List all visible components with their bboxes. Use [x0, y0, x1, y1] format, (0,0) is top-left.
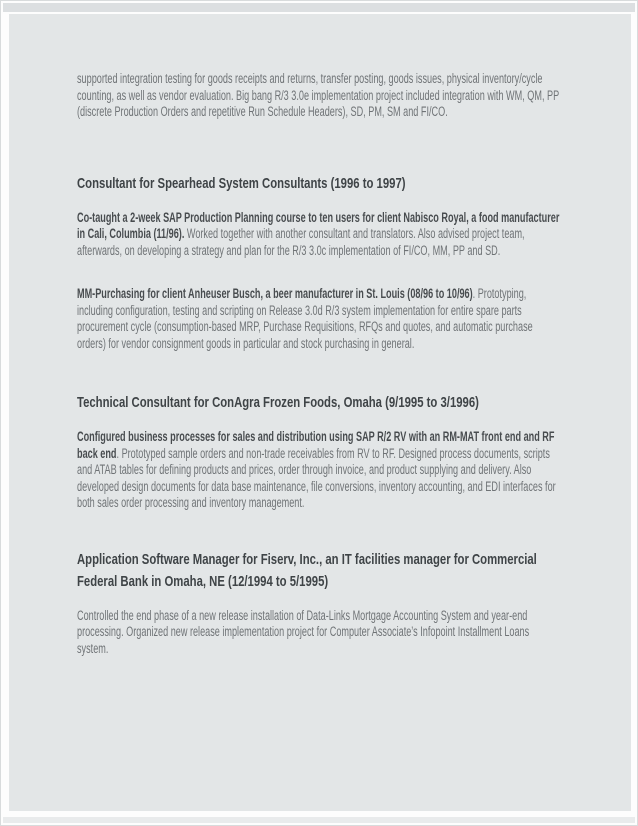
resume-page — [9, 14, 631, 811]
paragraph-nabisco-body: Worked together with another consultant and translators. Also advised project team, afterwards, on developing a strategy and plan for the R/3 3.0c implementation of FI/CO, MM, PP and SD. — [77, 226, 525, 258]
paragraph-nabisco — [77, 210, 560, 260]
paragraph-anheuser-busch-bold-lead: MM-Purchasing for client Anheuser Busch, a beer manufacturer in St. Louis (08/96 to 10/96) — [77, 286, 473, 301]
section-heading-spearhead-consultant: Consultant for Spearhead System Consultants (1996 to 1997) — [77, 174, 406, 192]
paragraph-anheuser-busch — [77, 286, 560, 352]
next-page-edge — [3, 817, 635, 823]
paragraph-conagra-bold-lead: Configured business processes for sales and distribution using SAP R/2 RV with an RM-MAT front end and RF back end — [77, 429, 555, 461]
paragraph-conagra — [77, 429, 560, 512]
section-heading-conagra-consultant: Technical Consultant for ConAgra Frozen Foods, Omaha (9/1995 to 3/1996) — [77, 394, 479, 411]
intro-paragraph-text: supported integration testing for goods receipts and returns, transfer posting, goods issues, physical inventory/cycle counting, as well as vendor evaluation. Big bang R/3 3.0e implementation project included integration with WM, QM, PP (discrete Production Orders and repetitive Run Schedule Headers), SD, PM, SM and FI/CO. — [77, 71, 560, 119]
paragraph-nabisco-bold-lead: Co-taught a 2-week SAP Production Planning course to ten users for client Nabisco Royal, a food manufacturer in Cali, Columbia (11/96). — [77, 209, 560, 241]
intro-paragraph — [77, 71, 560, 121]
paragraph-conagra-body: . Prototyped sample orders and non-trade receivables from RV to RF. Designed process documents, scripts and ATAB tables for defining products and prices, order through invoice, and product supplying and delivery. Also developed design documents for data base maintenance, file conversions, inventory accounting, and EDI interfaces for both sales order processing and inventory management. — [77, 445, 556, 510]
paragraph-fiserv-body: Controlled the end phase of a new release installation of Data-Links Mortgage Accounting System and year-end processing. Organized new release implementation project for Computer Associate’s Infopoint Installment Loans system. — [77, 607, 530, 656]
paragraph-fiserv — [77, 608, 560, 658]
previous-page-edge — [3, 3, 635, 12]
section-heading-fiserv-manager: Application Software Manager for Fiserv, Inc., an IT facilities manager for Commercial Federal Bank in Omaha, NE (12/1994 to 5/1995) — [77, 550, 537, 590]
paragraph-anheuser-busch-body: . Prototyping, including configuration, testing and scripting on Release 3.0d R/3 system implementation for entire spare parts procurement cycle (consumption-based MRP, Purchase Requisitions, RFQs and quotes, and automatic purchase orders) for vendor consignment goods in particular and stock purchasing in general. — [77, 286, 533, 351]
page-content — [9, 14, 631, 657]
